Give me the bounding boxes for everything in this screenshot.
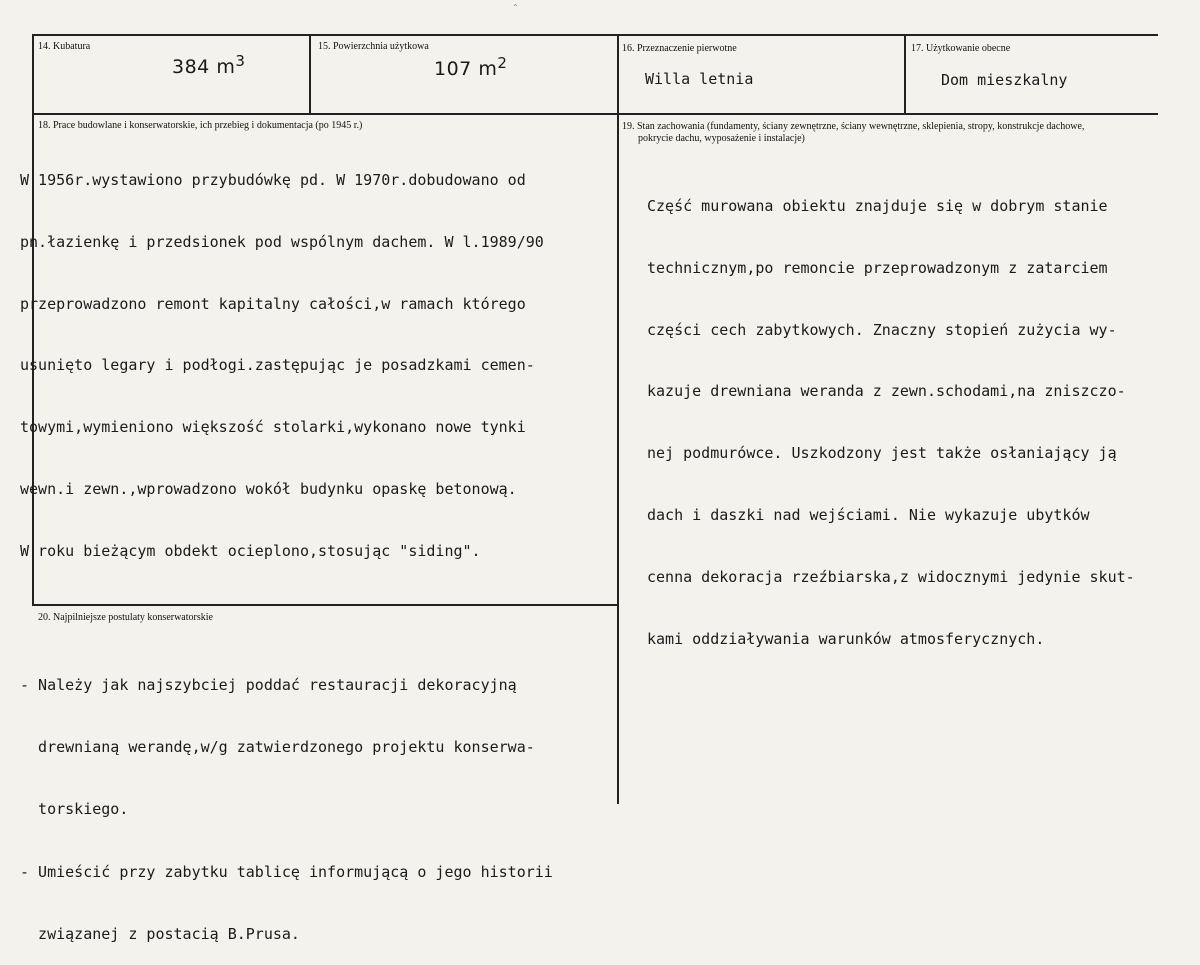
postulates-label: 20. Najpilniejsze postulaty konserwatorskie (38, 612, 213, 623)
field-14-exponent: 3 (235, 52, 246, 70)
postulate-line: torskiego. (20, 800, 129, 819)
condition-line: nej podmurówce. Uszkodzony jest także osłaniający ją (647, 444, 1117, 463)
works-line: towymi,wymieniono większość stolarki,wykonano nowe tynki (20, 418, 526, 437)
works-line: wewn.i zewn.,wprowadzono wokół budynku opaskę betonową. (20, 479, 517, 498)
postulate-line: drewnianą werandę,w/g zatwierdzonego projektu konserwa- (20, 738, 535, 757)
works-line: W 1956r.wystawiono przybudówkę pd. W 1970r.dobudowano od (20, 171, 526, 189)
works-line: pn.łazienkę i przedsionek pod wspólnym dachem. W l.1989/90 (20, 232, 544, 251)
condition-line: technicznym,po remoncie przeprowadzonym z zatarciem (647, 258, 1108, 277)
field-14-value (172, 52, 245, 78)
field-16-label: 16. Przeznaczenie pierwotne (622, 43, 737, 54)
field-15-unit: m (478, 58, 498, 80)
field-15-number: 107 (434, 58, 472, 80)
field-16-value: Willa letnia (645, 70, 754, 88)
rule-col-main (617, 34, 619, 804)
field-14-unit: m (216, 56, 236, 78)
field-15-value (434, 54, 507, 80)
postulate-line: - Należy jak najszybciej poddać restauracji dekoracyjną (20, 676, 517, 694)
field-15-exponent: 2 (497, 54, 508, 72)
field-14-number: 384 (172, 56, 210, 78)
top-mark: ⌃ (512, 3, 519, 12)
condition-line: kazuje drewniana weranda z zewn.schodami,na zniszczo- (647, 382, 1126, 401)
condition-line: Część murowana obiektu znajduje się w dobrym stanie (647, 197, 1108, 215)
field-17-value: Dom mieszkalny (941, 71, 1068, 89)
field-17-label: 17. Użytkowanie obecne (911, 43, 1011, 54)
condition-line: dach i daszki nad wejściami. Nie wykazuje ubytków (647, 505, 1090, 524)
rule-col-14-15 (309, 34, 311, 115)
condition-line: części cech zabytkowych. Znaczny stopień zużycia wy- (647, 320, 1117, 339)
postulates-text (20, 636, 553, 965)
field-15-label: 15. Powierzchnia użytkowa (318, 41, 429, 52)
condition-label-line2: pokrycie dachu, wyposażenie i instalacje) (638, 133, 805, 144)
rule-top (32, 34, 1158, 36)
rule-section20-top (32, 604, 618, 606)
condition-label-line1: 19. Stan zachowania (fundamenty, ściany zewnętrzne, ściany wewnętrzne, sklepienia, stropy, konstrukcje dachowe, (622, 121, 1085, 132)
rule-col-16-17 (904, 34, 906, 115)
condition-line: cenna dekoracja rzeźbiarska,z widocznymi jedynie skut- (647, 567, 1135, 586)
works-label: 18. Prace budowlane i konserwatorskie, ich przebieg i dokumentacja (po 1945 r.) (38, 120, 363, 131)
field-14-label: 14. Kubatura (38, 41, 91, 52)
works-line: usunięto legary i podłogi.zastępując je posadzkami cemen- (20, 356, 535, 375)
works-line: przeprowadzono remont kapitalny całości,w ramach którego (20, 294, 526, 313)
condition-line: kami oddziaływania warunków atmosferycznych. (647, 629, 1045, 648)
rule-row1-bottom (32, 113, 1158, 115)
condition-text (647, 158, 1135, 670)
postulate-line: związanej z postacią B.Prusa. (20, 924, 300, 943)
works-line: W roku bieżącym obdekt ocieplono,stosując "siding". (20, 541, 481, 560)
postulate-line: - Umieścić przy zabytku tablicę informującą o jego historii (20, 862, 553, 881)
works-text (20, 132, 544, 583)
